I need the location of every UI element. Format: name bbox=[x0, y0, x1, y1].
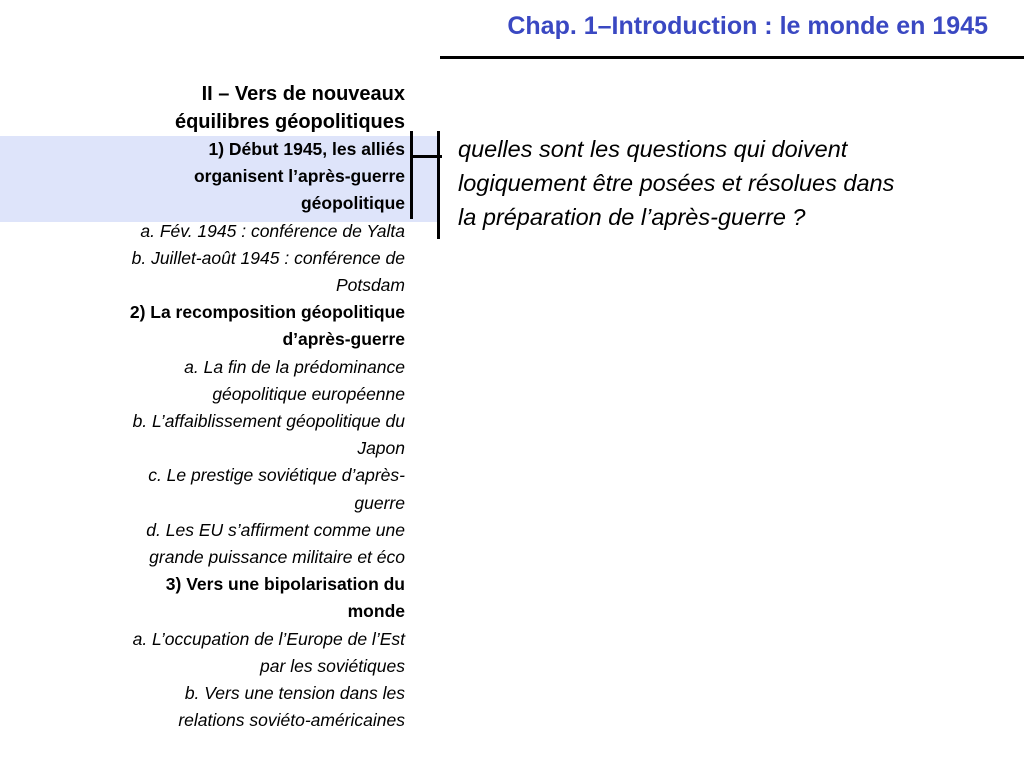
section-1-item-b: b. Juillet-août 1945 : conférence de bbox=[131, 247, 405, 268]
outline bbox=[0, 80, 405, 734]
question-line: logiquement être posées et résolues dans bbox=[458, 170, 895, 196]
bracket-divider bbox=[437, 131, 440, 239]
section-2-title: 2) La recomposition géopolitique bbox=[129, 302, 405, 323]
chapter-title: Chap. 1–Introduction : le monde en 1945 bbox=[507, 12, 988, 40]
section-3-title: 3) Vers une bipolarisation du bbox=[165, 574, 405, 595]
section-3-item-b: b. Vers une tension dans les bbox=[184, 683, 405, 704]
section-3-item-a: par les soviétiques bbox=[260, 655, 405, 676]
section-2-item-d: grande puissance militaire et éco bbox=[149, 547, 405, 568]
section-2-item-d: d. Les EU s’affirment comme une bbox=[146, 519, 405, 540]
bracket-left-edge bbox=[410, 131, 413, 219]
section-2-item-c: c. Le prestige soviétique d’après- bbox=[148, 465, 405, 486]
section-1-item-a: a. Fév. 1945 : conférence de Yalta bbox=[140, 220, 405, 241]
section-1-title: géopolitique bbox=[300, 193, 405, 214]
title-underline bbox=[440, 56, 1024, 59]
section-2-item-b: b. L’affaiblissement géopolitique du bbox=[132, 411, 405, 432]
question-line: quelles sont les questions qui doivent bbox=[458, 136, 848, 162]
section-2-item-a: géopolitique européenne bbox=[212, 383, 405, 404]
part-title-line: II – Vers de nouveaux bbox=[201, 83, 405, 105]
part-title-line: équilibres géopolitiques bbox=[174, 111, 405, 133]
question-text bbox=[458, 132, 1003, 234]
section-2-item-c: guerre bbox=[354, 492, 405, 513]
section-1-title: 1) Début 1945, les alliés bbox=[208, 139, 405, 159]
section-1-title: organisent l’après-guerre bbox=[193, 166, 405, 187]
question-line: la préparation de l’après-guerre ? bbox=[458, 204, 806, 230]
section-1-item-b: Potsdam bbox=[335, 275, 405, 296]
section-2-title: d’après-guerre bbox=[282, 329, 405, 350]
section-2-item-a: a. La fin de la prédominance bbox=[184, 356, 405, 377]
section-3-item-a: a. L’occupation de l’Europe de l’Est bbox=[132, 628, 405, 649]
section-3-item-b: relations soviéto-américaines bbox=[178, 710, 405, 731]
section-2-item-b: Japon bbox=[357, 438, 405, 459]
section-3-title: monde bbox=[347, 601, 405, 622]
